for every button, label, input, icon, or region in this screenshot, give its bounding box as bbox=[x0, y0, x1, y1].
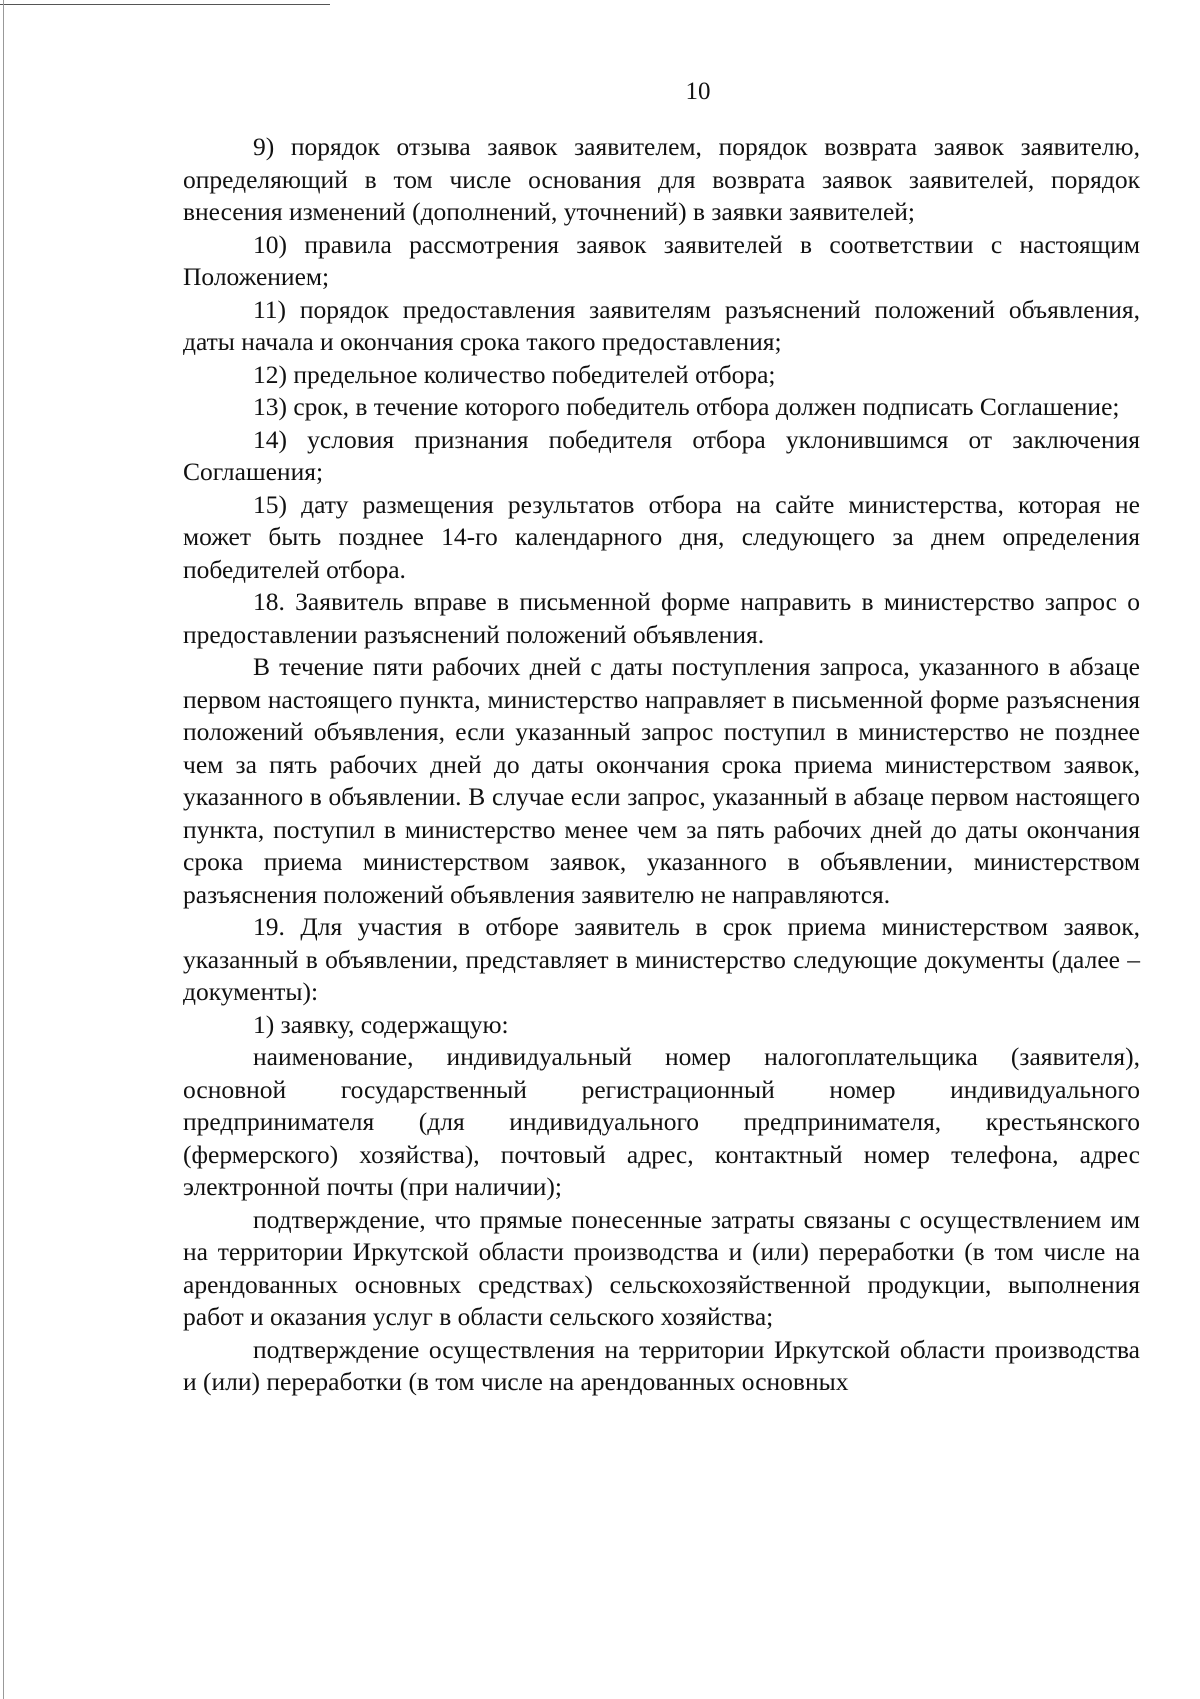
paragraph: подтверждение, что прямые понесенные затраты связаны с осуществлением им на территории Иркутской области производства и (или) переработки (в том числе на арендованных основных средствах) сельскохозяйственной продукции, выполнения работ и оказания услуг в области сельского хозяйства; bbox=[183, 1204, 1140, 1331]
paragraph: подтверждение осуществления на территории Иркутской области производства и (или) переработки (в том числе на арендованных основных bbox=[183, 1334, 1140, 1396]
paragraph: 18. Заявитель вправе в письменной форме направить в министерство запрос о предоставлении разъяснений положений объявления. bbox=[183, 587, 1140, 649]
paragraph: 19. Для участия в отборе заявитель в срок приема министерством заявок, указанный в объявлении, представляет в министерство следующие документы (далее – документы): bbox=[183, 912, 1140, 1006]
page-number: 10 bbox=[685, 78, 711, 105]
paragraph: 15) дату размещения результатов отбора на сайте министерства, которая не может быть позднее 14-го календарного дня, следующего за днем определения победителей отбора. bbox=[183, 489, 1140, 584]
scan-edge-left bbox=[3, 0, 4, 1699]
paragraph: В течение пяти рабочих дней с даты поступления запроса, указанного в абзаце первом настоящего пункта, министерство направляет в письменной форме разъяснения положений объявления, если указанный запрос поступил в министерство не позднее чем за пять рабочих дней до даты окончания срока приема министерством заявок, указанного в объявлении. В случае если запрос, указанный в абзаце первом настоящего пункта, поступил в министерство менее чем за пять рабочих дней до даты окончания срока приема министерством заявок, указанного в объявлении, министерством разъяснения положений объявления заявителю не направляются. bbox=[183, 652, 1140, 909]
paragraph: 14) условия признания победителя отбора уклонившимся от заключения Соглашения; bbox=[183, 424, 1140, 486]
paragraph: 1) заявку, содержащую: bbox=[253, 1009, 509, 1039]
paragraph: 12) предельное количество победителей отбора; bbox=[253, 359, 776, 389]
paragraph: 9) порядок отзыва заявок заявителем, порядок возврата заявок заявителю, определяющий в том числе основания для возврата заявок заявителей, порядок внесения изменений (дополнений, уточнений) в заявки заявителей; bbox=[183, 132, 1140, 226]
paragraph: 11) порядок предоставления заявителям разъяснений положений объявления, даты начала и окончания срока такого предоставления; bbox=[183, 294, 1140, 356]
paragraph: наименование, индивидуальный номер налогоплательщика (заявителя), основной государственный регистрационный номер индивидуального предпринимателя (для индивидуального предпринимателя, крестьянского (фермерского) хозяйства), почтовый адрес, контактный номер телефона, адрес электронной почты (при наличии); bbox=[183, 1042, 1140, 1201]
paragraph: 10) правила рассмотрения заявок заявителей в соответствии с настоящим Положением; bbox=[183, 229, 1140, 291]
scan-edge-top bbox=[0, 4, 330, 5]
paragraph: 13) срок, в течение которого победитель отбора должен подписать Соглашение; bbox=[253, 392, 1120, 421]
document-body bbox=[183, 131, 1140, 1399]
